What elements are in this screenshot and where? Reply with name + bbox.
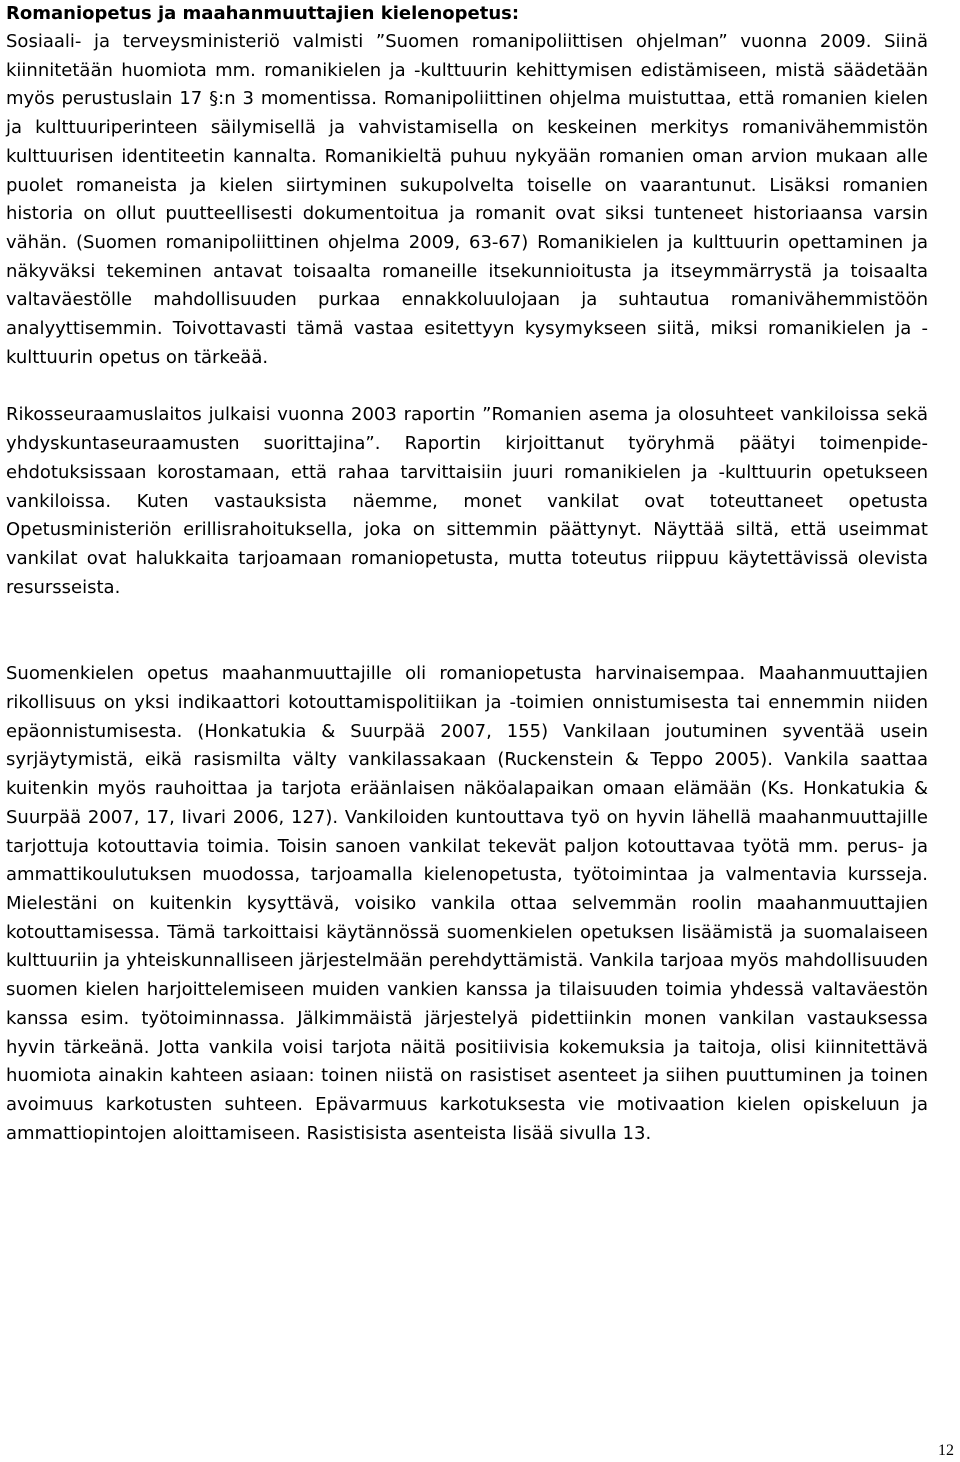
paragraph-prison-report: Rikosseuraamuslaitos julkaisi vuonna 2003 raportin ”Romanien asema ja olosuhteet vankiloissa sekä yhdyskuntaseuraamusten suorittajina”. Raportin kirjoittanut työryhmä päätyi toimenpide-ehdotuksissaan korostamaan, että rahaa tarvittaisiin juuri romanikielen ja -kulttuurin opetukseen vankiloissa. Kuten vastauksista näemme, monet vankilat ovat toteuttaneet opetusta Opetusministeriön erillisrahoituksella, joka on sittemmin päättynyt. Näyttää siltä, että useimmat vankilat ovat halukkaita tarjoamaan romaniopetusta, mutta toteutus riippuu käytettävissä olevista resursseista. xyxy=(6,404,928,598)
paragraph-romani-policy: Sosiaali- ja terveysministeriö valmisti ”Suomen romanipoliittisen ohjelman” vuonna 2009. Siinä kiinnitetään huomiota mm. romanikielen ja -kulttuurin kehittymisen edistämiseen, mistä säädetään myös perustuslain 17 §:n 3 momentissa. Romanipoliittinen ohjelma muistuttaa, että romanien kielen ja kulttuuriperinteen säilymisellä ja vahvistamisella on keskeinen merkitys romanivähemmistön kulttuurisen identiteetin kannalta. Romanikieltä puhuu nykyään romanien oman arvion mukaan alle puolet romaneista ja kielen siirtyminen sukupolvelta toiselle on vaarantunut. Lisäksi romanien historia on ollut puutteellisesti dokumentoitua ja romanit ovat siksi tunteneet historiaansa varsin vähän. (Suomen romanipoliittinen ohjelma 2009, 63-67) Romanikielen ja kulttuurin opettaminen ja näkyväksi tekeminen antavat toisaalta romaneille itsekunnioitusta ja itseymmärrystä ja toisaalta valtaväestölle mahdollisuuden purkaa ennakkoluulojaan ja suhtautua romanivähemmistöön analyyttisemmin. Toivottavasti tämä vastaa esitettyyn kysymykseen siitä, miksi romanikielen ja -kulttuurin opetus on tärkeää. xyxy=(6,31,928,368)
page-number: 12 xyxy=(938,1442,954,1459)
document-page xyxy=(6,0,928,1148)
paragraph-immigrant-language: Suomenkielen opetus maahanmuuttajille oli romaniopetusta harvinaisempaa. Maahanmuuttajien rikollisuus on yksi indikaattori kotouttamispolitiikan ja -toimien onnistumisesta tai ennemmin niiden epäonnistumisesta. (Honkatukia & Suurpää 2007, 155) Vankilaan joutuminen syventää usein syrjäytymistä, eikä rasismilta välty vankilassakaan (Ruckenstein & Teppo 2005). Vankila saattaa kuitenkin myös rauhoittaa ja tarjota eräänlaisen näköalapaikan omaan elämään (Ks. Honkatukia & Suurpää 2007, 17, Iivari 2006, 127). Vankiloiden kuntouttava työ on hyvin lähellä maahanmuuttajille tarjottuja kotouttavia toimia. Toisin sanoen vankilat tekevät paljon kotouttavaa työtä mm. perus- ja ammattikoulutuksen muodossa, tarjoamalla kielenopetusta, työtoimintaa ja valmentavia kursseja. Mielestäni on kuitenkin kysyttävä, voisiko vankila ottaa selvemmän roolin maahanmuuttajien kotouttamisessa. Tämä tarkoittaisi käytännössä suomenkielen opetuksen lisäämistä ja suomalaiseen kulttuuriin ja yhteiskunnalliseen järjestelmään perehdyttämistä. Vankila tarjoaa myös mahdollisuuden suomen kielen harjoittelemiseen muiden vankien kanssa ja tilaisuuden toimia yhdessä valtaväestön kanssa esim. työtoiminnassa. Jälkimmäistä järjestelyä pidettiinkin monen vankilan vastauksessa hyvin tärkeänä. Jotta vankila voisi tarjota näitä positiivisia kokemuksia ja taitoja, olisi kiinnitettävä huomiota ainakin kahteen asiaan: toinen niistä on rasistiset asenteet ja siihen puuttuminen ja toinen avoimuus karkotusten suhteen. Epävarmuus karkotuksesta vie motivaation kielen opiskeluun ja ammattiopintojen aloittamiseen. Rasistisista asenteista lisää sivulla 13. xyxy=(6,663,928,1144)
section-heading: Romaniopetus ja maahanmuuttajien kielenopetus: xyxy=(6,3,520,24)
